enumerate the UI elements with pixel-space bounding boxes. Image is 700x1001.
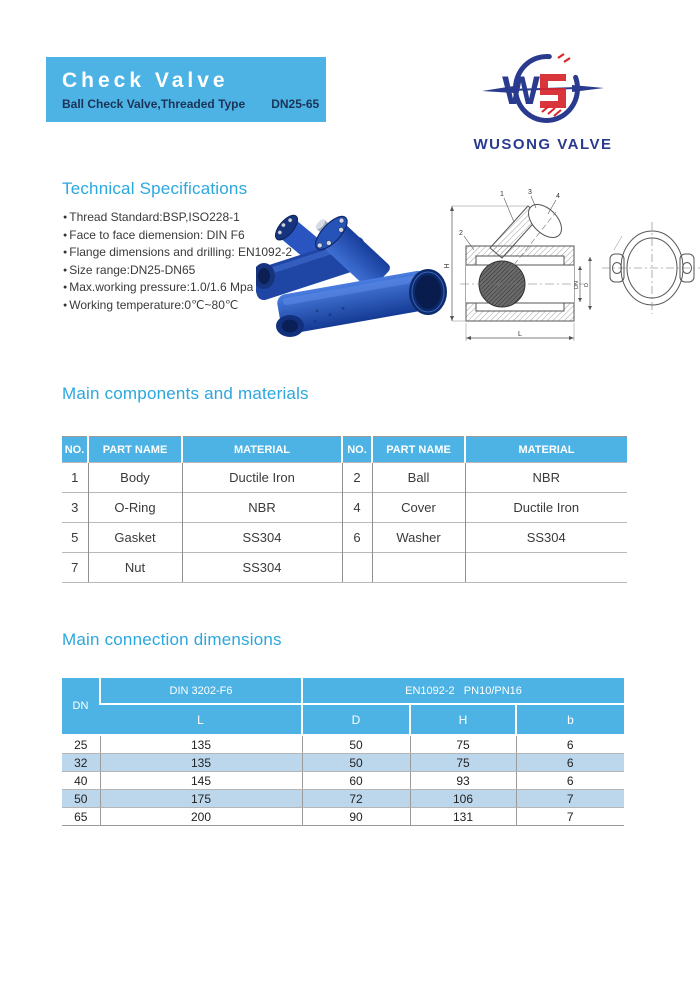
drawing-callout-2: 2 bbox=[459, 230, 463, 237]
cell: Cover bbox=[372, 493, 465, 523]
table-row bbox=[62, 493, 627, 523]
cell: 32 bbox=[62, 754, 100, 772]
col-header: NO. bbox=[342, 437, 372, 463]
cell: Washer bbox=[372, 523, 465, 553]
dimensions-table-container bbox=[62, 678, 624, 826]
logo-mark-icon bbox=[468, 52, 618, 134]
cell: Ball bbox=[372, 463, 465, 493]
section-title-dimensions: Main connection dimensions bbox=[62, 630, 282, 649]
col-header-dn: DN bbox=[62, 678, 100, 735]
cell bbox=[465, 553, 627, 583]
cell: Ductile Iron bbox=[182, 463, 342, 493]
col-header-h: H bbox=[410, 704, 516, 735]
col-header: PART NAME bbox=[372, 437, 465, 463]
cell: 135 bbox=[100, 735, 302, 754]
company-logo bbox=[468, 52, 618, 153]
drawing-callout-1: 1 bbox=[500, 191, 504, 198]
dim-label-dn: DN bbox=[574, 281, 580, 289]
cell: 65 bbox=[62, 808, 100, 826]
cell: NBR bbox=[465, 463, 627, 493]
col-header-l: L bbox=[100, 704, 302, 735]
cell: Ductile Iron bbox=[465, 493, 627, 523]
spec-item: ● Max.working pressure:1.0/1.6 Mpa bbox=[63, 279, 292, 297]
dimensions-sub-header-row bbox=[62, 704, 624, 735]
table-row bbox=[62, 772, 624, 790]
cell: 3 bbox=[62, 493, 88, 523]
cell: 7 bbox=[516, 808, 624, 826]
spec-item: ● Face to face diemension: DIN F6 bbox=[63, 227, 292, 245]
cell: 131 bbox=[410, 808, 516, 826]
cell: 72 bbox=[302, 790, 410, 808]
cell: SS304 bbox=[465, 523, 627, 553]
company-name: WUSONG VALVE bbox=[473, 136, 613, 153]
cell: 6 bbox=[516, 735, 624, 754]
cell: 50 bbox=[302, 735, 410, 754]
cell: 7 bbox=[516, 790, 624, 808]
cell: 60 bbox=[302, 772, 410, 790]
cell: 6 bbox=[342, 523, 372, 553]
table-row bbox=[62, 735, 624, 754]
cell: 175 bbox=[100, 790, 302, 808]
cell: 6 bbox=[516, 754, 624, 772]
dimensions-group-header-row bbox=[62, 678, 624, 704]
spec-item: ● Flange dimensions and drilling: EN1092-2 bbox=[63, 244, 292, 262]
table-row bbox=[62, 463, 627, 493]
cell: 5 bbox=[62, 523, 88, 553]
cell: 50 bbox=[62, 790, 100, 808]
col-header: PART NAME bbox=[88, 437, 182, 463]
cell: 50 bbox=[302, 754, 410, 772]
col-header: NO. bbox=[62, 437, 88, 463]
col-header: MATERIAL bbox=[465, 437, 627, 463]
product-title: Check Valve bbox=[62, 69, 229, 92]
valve-photo bbox=[256, 196, 448, 346]
cell: 75 bbox=[410, 754, 516, 772]
section-title-specs: Technical Specifications bbox=[62, 179, 248, 198]
cell: 200 bbox=[100, 808, 302, 826]
spec-item: ● Size range:DN25-DN65 bbox=[63, 262, 292, 280]
components-table-container bbox=[62, 436, 627, 583]
spec-item: ● Working temperature:0℃~80℃ bbox=[63, 297, 292, 315]
table-row bbox=[62, 553, 627, 583]
product-subtitle: Ball Check Valve,Threaded Type bbox=[62, 97, 246, 111]
dim-label-d: D bbox=[584, 283, 590, 287]
cell: 106 bbox=[410, 790, 516, 808]
spec-item: ● Thread Standard:BSP,ISO228-1 bbox=[63, 209, 292, 227]
components-header-row bbox=[62, 437, 627, 463]
product-size-range: DN25-65 bbox=[271, 97, 320, 111]
col-header-d: D bbox=[302, 704, 410, 735]
table-row bbox=[62, 754, 624, 772]
cell: SS304 bbox=[182, 523, 342, 553]
cell: 90 bbox=[302, 808, 410, 826]
cell bbox=[342, 553, 372, 583]
cell: O-Ring bbox=[88, 493, 182, 523]
table-row bbox=[62, 523, 627, 553]
cell: 145 bbox=[100, 772, 302, 790]
technical-drawing bbox=[444, 186, 700, 354]
table-row bbox=[62, 808, 624, 826]
cell: 40 bbox=[62, 772, 100, 790]
cell: SS304 bbox=[182, 553, 342, 583]
drawing-callout-3: 3 bbox=[528, 189, 532, 196]
cell: NBR bbox=[182, 493, 342, 523]
cell: 25 bbox=[62, 735, 100, 754]
cell: Gasket bbox=[88, 523, 182, 553]
dimensions-table bbox=[62, 678, 624, 826]
components-table bbox=[62, 436, 627, 583]
cell: 93 bbox=[410, 772, 516, 790]
dim-label-l: L bbox=[518, 331, 522, 338]
cell: 4 bbox=[342, 493, 372, 523]
cell: Nut bbox=[88, 553, 182, 583]
col-header: MATERIAL bbox=[182, 437, 342, 463]
cell: 2 bbox=[342, 463, 372, 493]
logo-monogram: W bbox=[502, 69, 540, 113]
cell: 6 bbox=[516, 772, 624, 790]
product-subtitle-row bbox=[62, 97, 326, 111]
drawing-callout-4: 4 bbox=[556, 193, 560, 200]
col-group-en: EN1092-2 PN10/PN16 bbox=[302, 678, 624, 704]
cell bbox=[372, 553, 465, 583]
cell: Body bbox=[88, 463, 182, 493]
table-row bbox=[62, 790, 624, 808]
cell: 7 bbox=[62, 553, 88, 583]
dim-label-h: H bbox=[444, 263, 451, 269]
product-banner bbox=[46, 57, 326, 122]
col-group-din: DIN 3202-F6 bbox=[100, 678, 302, 704]
section-title-components: Main components and materials bbox=[62, 384, 309, 403]
cell: 1 bbox=[62, 463, 88, 493]
cell: 75 bbox=[410, 735, 516, 754]
cell: 135 bbox=[100, 754, 302, 772]
col-header-b: b bbox=[516, 704, 624, 735]
